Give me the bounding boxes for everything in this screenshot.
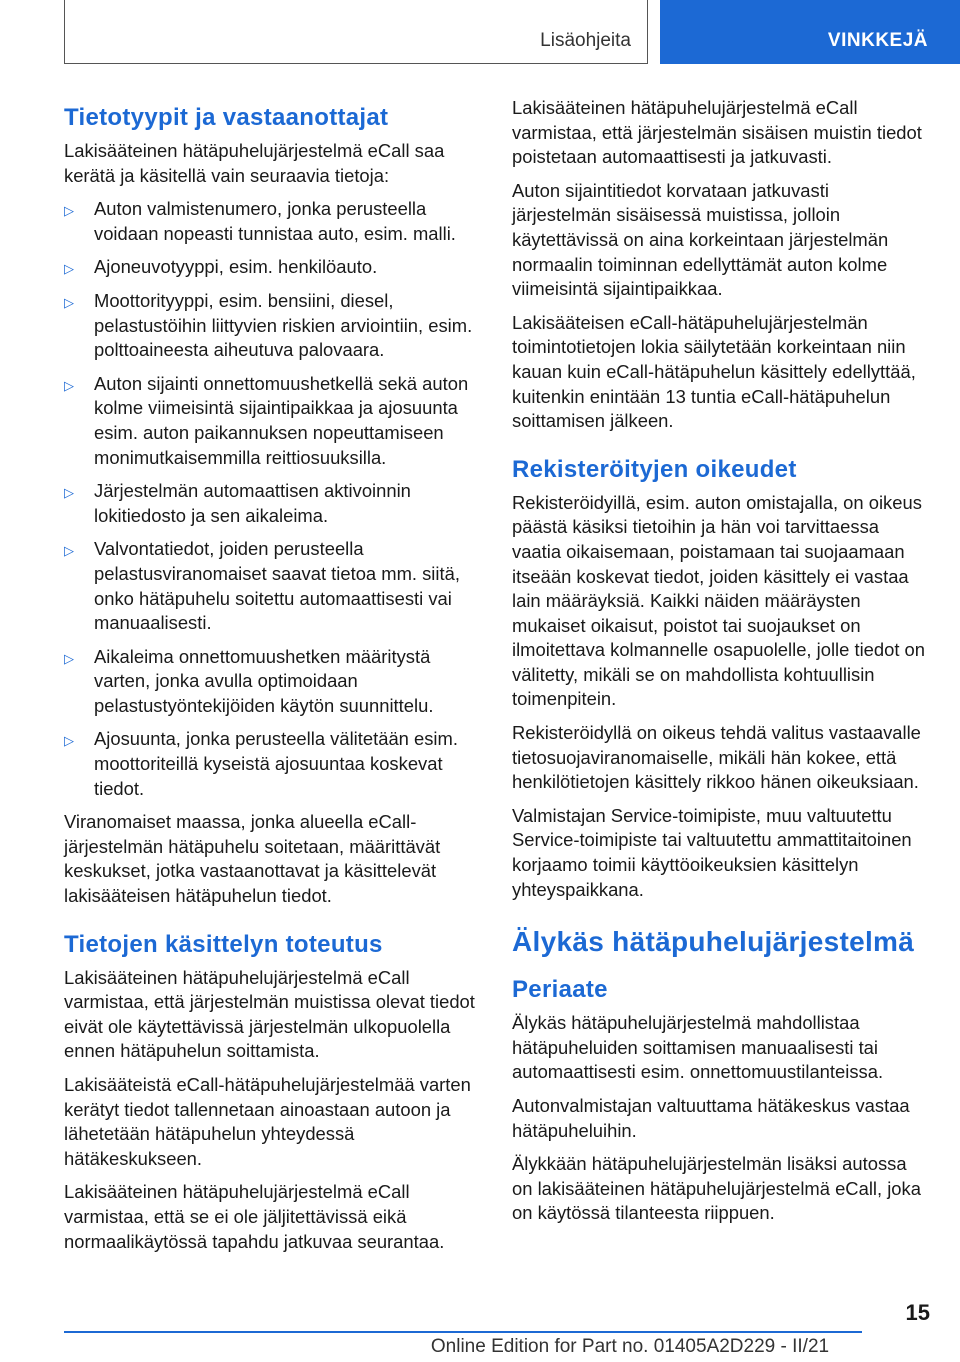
list-item: ▷ Auton valmistenumero, jonka perusteella voidaan nopeasti tunnistaa auto, esim. malli. [64,198,456,244]
paragraph-rights-2: Rekisteröidyllä on oikeus tehdä valitus vastaavalle tietosuojaviranomaiselle, mikäli hän kokee, että henkilötietojen käsittely rikkoo hänen oikeuksiaan. [512,722,921,793]
paragraph-intro: Lakisääteinen hätäpuhelujärjestelmä eCall saa kerätä ja käsitellä vain seuraavia tietoja: [64,140,445,186]
header-frame [64,0,648,64]
triangle-bullet-icon: ▷ [64,485,74,501]
heading-processing: Tietojen käsittelyn toteutus [64,930,383,958]
footer-edition-text: Online Edition for Part no. 01405A2D229 - II/21 [430,1336,830,1357]
header-section-title: Lisäohjeita [540,30,631,51]
footer-divider [64,1331,862,1333]
paragraph-rights-1: Rekisteröidyillä, esim. auton omistajalla, on oikeus päästä käsiksi tietoihin ja hän voi tarvittaessa vaatia oikaisemaan, poistamaan tai suojaamaan itseään koskevat tiedot, joiden käsittely ei vastaa lain määräyksiä. Kaikki näiden määräysten mukaiset oikaisut, poistot tai suojaukset on ilmoitettava kolmannelle osapuolelle, jolle tiedot on välitetty, mikäli se on mahdollista kohtuullisin toimenpitein. [512,491,926,710]
triangle-bullet-icon: ▷ [64,650,74,666]
paragraph-processing-3: Lakisääteinen hätäpuhelujärjestelmä eCall varmistaa, että se ei ole jäljitettävissä eikä normaalikäytössä tapahdu jatkuvaa seurantaa. [64,1181,445,1252]
paragraph-authorities: Viranomaiset maassa, jonka alueella eCall-järjestelmän hätäpuhelu soitetaan, määrittävät keskukset, jotka vastaanottavat ja käsittelevät lakisääteisen hätäpuhelun tiedot. [64,811,441,907]
paragraph-principle-1: Älykäs hätäpuhelujärjestelmä mahdollistaa hätäpuheluiden soittamisen manuaalisesti tai automaattisesti esim. onnettomuustilanteissa. [512,1012,884,1083]
right-column [512,96,926,1235]
triangle-bullet-icon: ▷ [64,203,74,219]
list-item: ▷ Auton sijainti onnettomuushetkellä sekä auton kolme viimeisintä sijaintipaikkaa ja ajosuunta esim. auton paikannuksen nopeuttamiseen monimutkaisemmilla reittiosuuksilla. [64,372,469,468]
list-item: ▷ Valvontatiedot, joiden perusteella pelastusviranomaiset saavat tietoa mm. siitä, onko hätäpuhelu soitettu automaattisesti vai manuaalisesti. [64,538,460,634]
list-item: ▷ Järjestelmän automaattisen aktivoinnin lokitiedosto ja sen aikaleima. [64,480,411,526]
list-item: ▷ Aikaleima onnettomuushetken määritystä varten, jonka avulla optimoidaan pelastustyöntekijöiden käytön suunnittelu. [64,645,434,716]
triangle-bullet-icon: ▷ [64,543,74,559]
data-types-list [64,197,478,801]
header-chapter-label: VINKKEJÄ [827,30,928,51]
paragraph-rights-3: Valmistajan Service-toimipiste, muu valtuutettu Service-toimipiste tai valtuutettu ammattitaitoinen korjaamo toimii käyttöoikeuksien käsittelyn yhteyspaikkana. [512,804,912,900]
triangle-bullet-icon: ▷ [64,261,74,277]
heading-intelligent-emergency-call: Älykäs hätäpuhelujärjestelmä [512,926,915,958]
paragraph-processing-2: Lakisääteistä eCall-hätäpuhelujärjestelmää varten kerätyt tiedot tallennetaan ainoastaan autoon ja lähetetään hätäpuhelun yhteydessä hätäkeskukseen. [64,1074,471,1169]
list-item: ▷ Moottorityyppi, esim. bensiini, diesel, pelastustöihin liittyvien riskien arviointiin, esim. polttoaineesta aiheutuva palovaara. [64,289,473,361]
heading-data-subject-rights: Rekisteröityjen oikeudet [512,455,797,483]
header-chapter-tab[interactable] [660,0,960,64]
paragraph-location-overwrite: Auton sijaintitiedot korvataan jatkuvasti järjestelmän sisäisessä muistissa, jolloin käytettävissä on aina korkeintaan järjestelmän normaalin toiminnan edellyttämät auton kolme viimeisintä sijaintipaikkaa. [512,179,889,300]
triangle-bullet-icon: ▷ [64,377,74,393]
heading-data-types: Tietotyypit ja vastaanottajat [64,104,389,131]
list-item: ▷ Ajoneuvotyyppi, esim. henkilöauto. [64,255,478,280]
page-number: 15 [905,1300,930,1325]
left-column [64,96,478,1263]
paragraph-log-retention: Lakisääteisen eCall-hätäpuhelujärjestelmän toimintotietojen lokia säilytetään korkeintaan niin kauan kuin eCall-hätäpuhelun käsittely edellyttää, kuitenkin enintään 13 tuntia eCall-hätäpuhelun soittamisen jälkeen. [512,311,916,432]
paragraph-principle-2: Autonvalmistajan valtuuttama hätäkeskus vastaa hätäpuheluihin. [512,1095,910,1141]
triangle-bullet-icon: ▷ [64,294,74,310]
paragraph-memory-deletion: Lakisääteinen hätäpuhelujärjestelmä eCall varmistaa, että järjestelmän sisäisen muistin tiedot poistetaan automaattisesti ja jatkuvasti. [512,97,922,168]
paragraph-principle-3: Älykkään hätäpuhelujärjestelmän lisäksi autossa on lakisääteinen hätäpuhelujärjestelmä eCall, joka on käytössä tilanteesta riippuen. [512,1153,921,1224]
paragraph-processing-1: Lakisääteinen hätäpuhelujärjestelmä eCall varmistaa, että järjestelmän muistissa olevat tiedot eivät ole käytettävissä järjestelmän ulkopuolella ennen hätäpuhelun soittamista. [64,966,475,1062]
triangle-bullet-icon: ▷ [64,733,74,749]
list-item: ▷ Ajosuunta, jonka perusteella välitetään esim. moottoriteillä kyseistä ajosuuntaa koskevat tiedot. [64,728,458,799]
heading-principle: Periaate [512,976,608,1004]
